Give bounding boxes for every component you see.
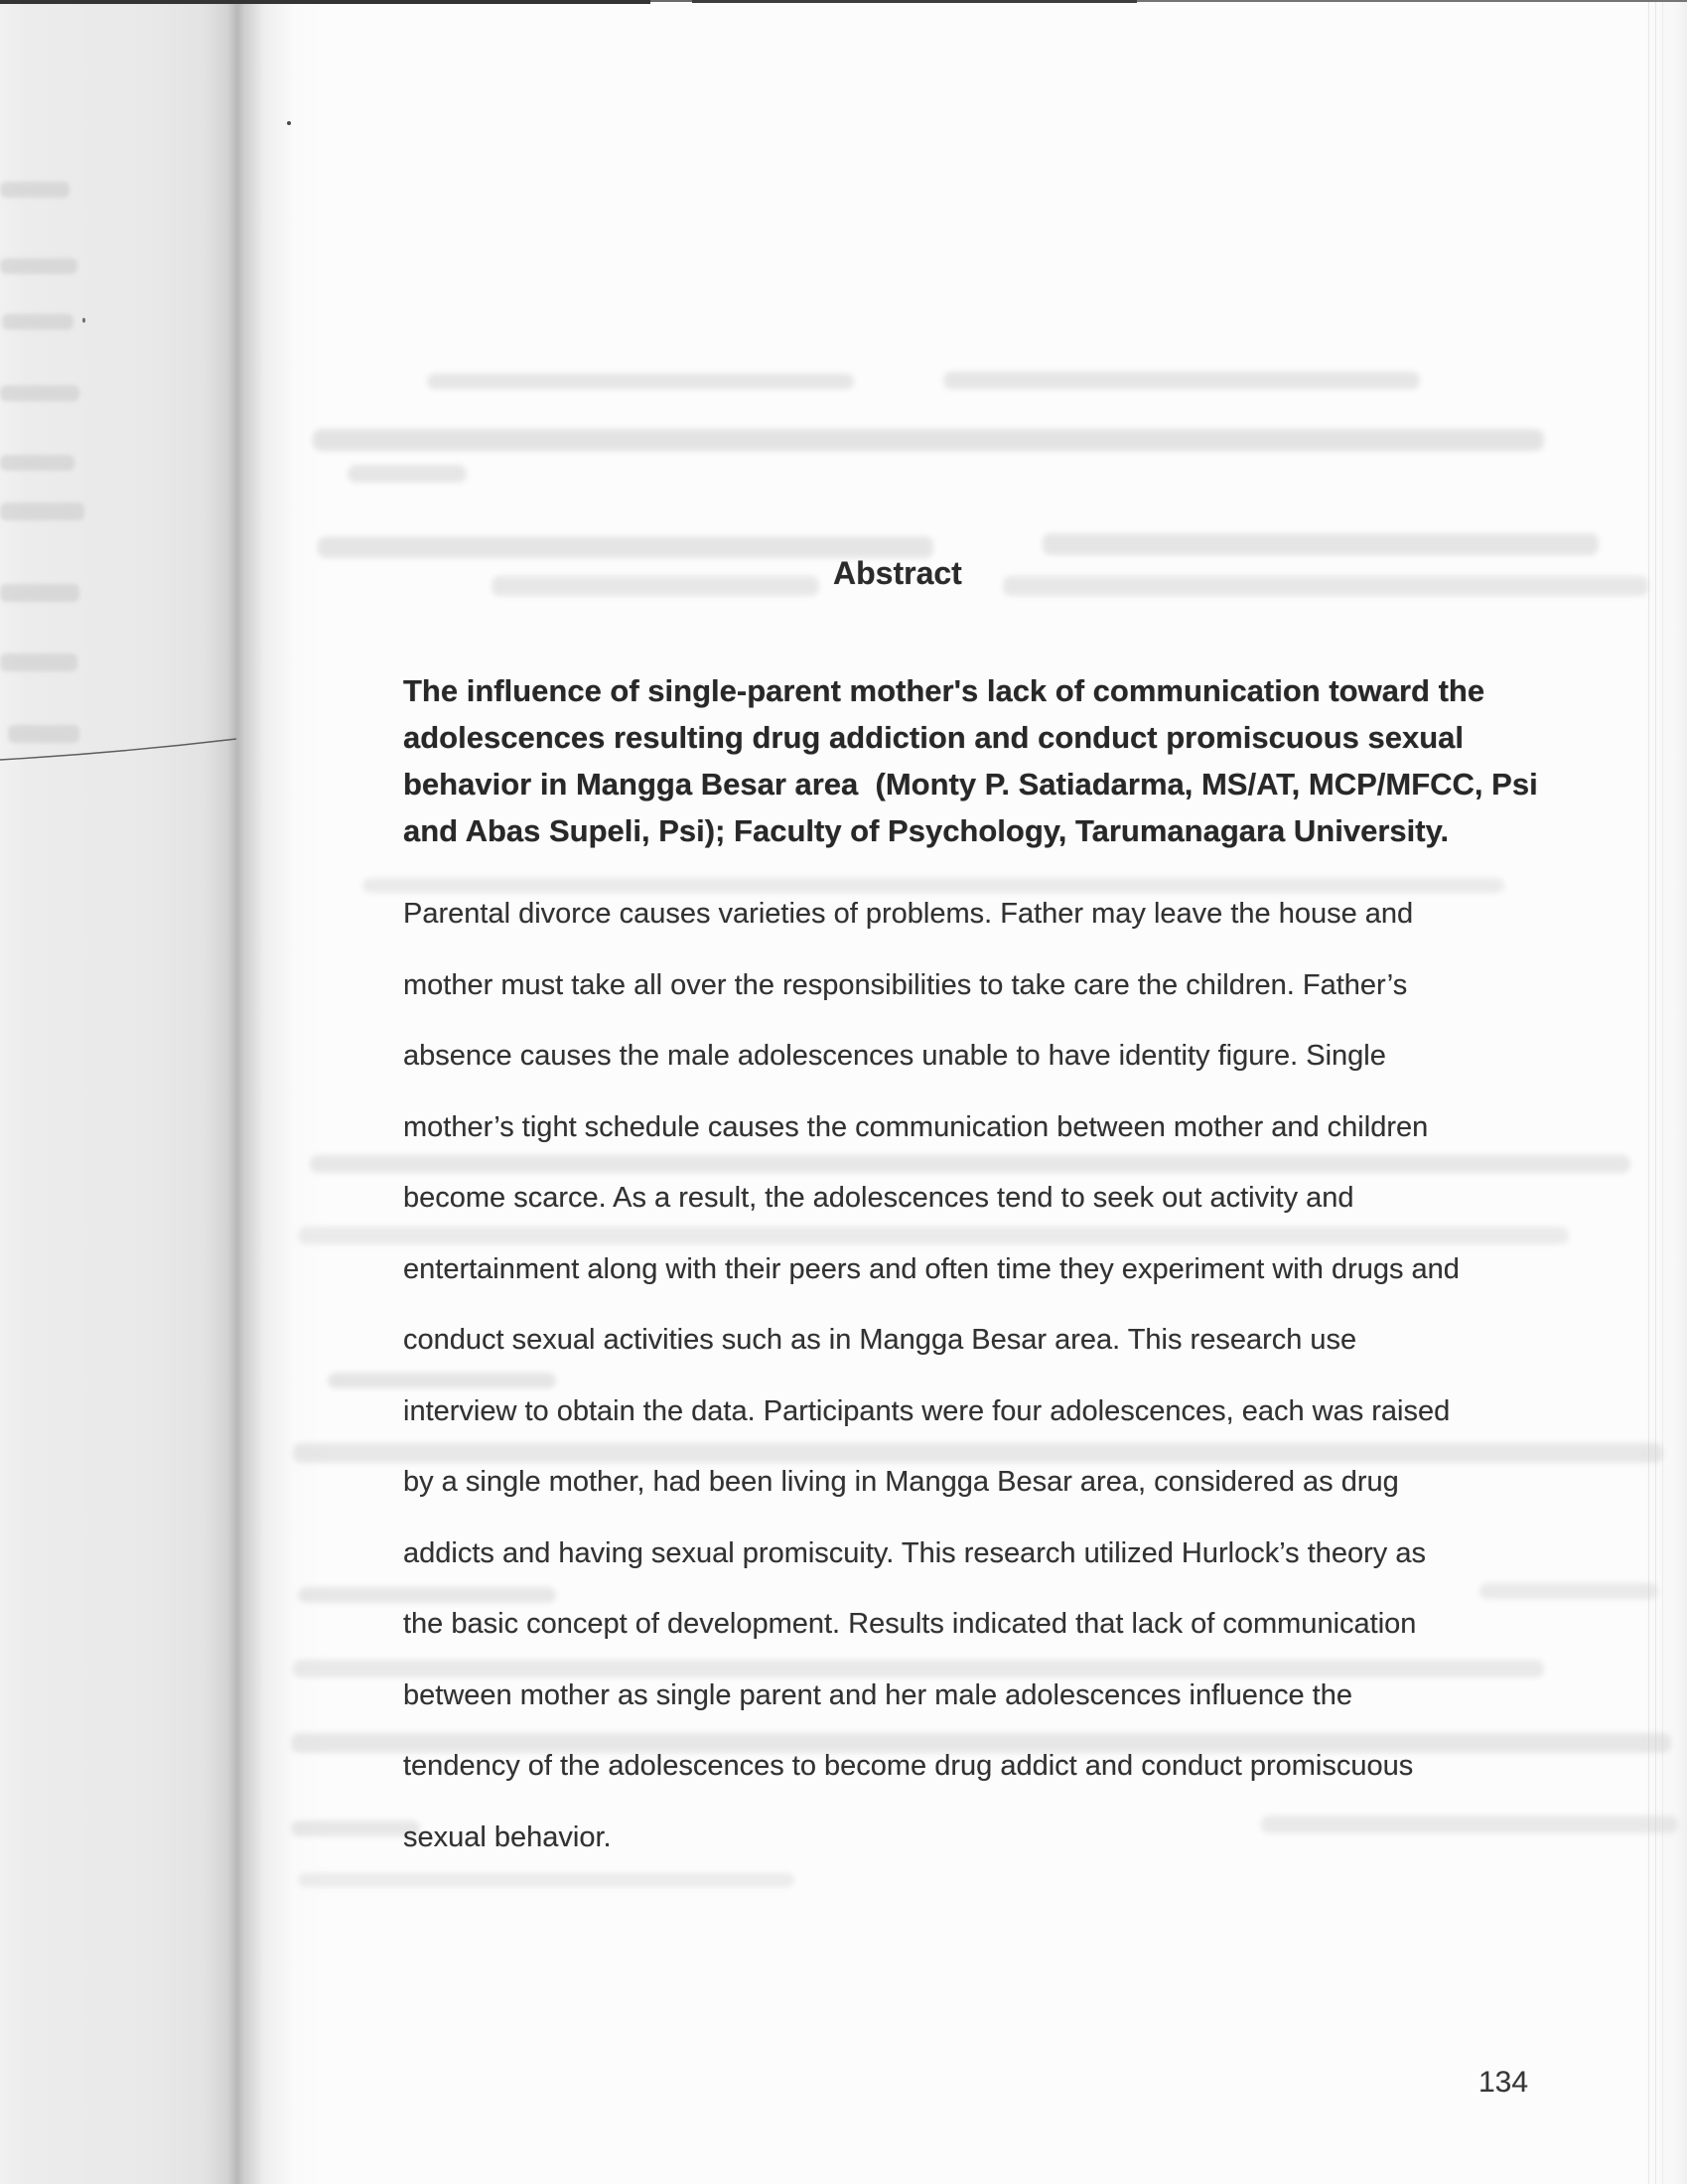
title-line: and Abas Supeli, Psi); Faculty of Psychology, Tarumanagara University. — [403, 813, 1450, 848]
scan-top-edge-segment — [1137, 0, 1687, 2]
body-line: Parental divorce causes varieties of problems. Father may leave the house and — [403, 898, 1414, 930]
body-line: become scarce. As a result, the adolescences tend to seek out activity and — [403, 1182, 1354, 1214]
bleed-through-smudge — [293, 1660, 1544, 1677]
page-edge-hairline — [1655, 0, 1656, 2184]
abstract-heading: Abstract — [833, 555, 962, 591]
bleed-through-smudge — [313, 429, 1544, 451]
bleed-through-ghost — [0, 385, 79, 401]
bleed-through-smudge — [328, 1373, 556, 1388]
body-line: mother must take all over the responsibilities to take care the children. Father’s — [403, 968, 1408, 1001]
body-line: interview to obtain the data. Participants were four adolescences, each was raised — [403, 1394, 1451, 1427]
bleed-through-smudge — [293, 1443, 1663, 1463]
bleed-through-smudge — [348, 465, 467, 483]
page-right-edge-shadow — [1639, 0, 1687, 2184]
bleed-through-smudge — [362, 878, 1504, 893]
body-line: tendency of the adolescences to become drug addict and conduct promiscuous — [403, 1750, 1414, 1782]
bleed-through-smudge — [310, 1155, 1630, 1173]
bleed-through-smudge — [1261, 1816, 1678, 1833]
bleed-through-smudge — [492, 576, 819, 596]
bleed-through-smudge — [291, 1820, 420, 1836]
bleed-through-smudge — [943, 371, 1420, 389]
bleed-through-smudge — [298, 1587, 556, 1603]
bleed-through-smudge — [427, 373, 854, 389]
body-line: the basic concept of development. Results indicated that lack of communication — [403, 1608, 1417, 1640]
body-line: by a single mother, had been living in Mangga Besar area, considered as drug — [403, 1466, 1399, 1498]
scan-speck — [82, 318, 85, 323]
bleed-through-ghost — [0, 654, 77, 671]
bleed-through-smudge — [298, 1227, 1569, 1244]
body-line: sexual behavior. — [403, 1820, 612, 1853]
scan-hairline-mark — [0, 730, 258, 770]
page-edge-hairline — [1648, 0, 1649, 2184]
bleed-through-ghost — [0, 455, 74, 471]
scan-top-edge-segment — [0, 0, 650, 4]
body-line: conduct sexual activities such as in Mangga Besar area. This research use — [403, 1324, 1357, 1356]
bleed-through-ghost — [0, 258, 77, 274]
page-edge-hairline — [1662, 0, 1663, 2184]
bleed-through-smudge — [1043, 533, 1599, 555]
bleed-through-smudge — [298, 1873, 794, 1887]
body-line: entertainment along with their peers and often time they experiment with drugs and — [403, 1252, 1460, 1285]
body-line: mother’s tight schedule causes the communication between mother and children — [403, 1110, 1429, 1143]
body-line: absence causes the male adolescences unable to have identity figure. Single — [403, 1040, 1386, 1072]
bleed-through-smudge — [1479, 1583, 1658, 1599]
bleed-through-ghost — [0, 584, 79, 602]
bleed-through-ghost — [0, 182, 70, 198]
body-line: addicts and having sexual promiscuity. This research utilized Hurlock’s theory as — [403, 1536, 1426, 1569]
title-line: The influence of single-parent mother's lack of communication toward the — [403, 673, 1485, 708]
scan-top-edge-segment — [692, 0, 1137, 3]
title-line: behavior in Mangga Besar area (Monty P. Satiadarma, MS/AT, MCP/MFCC, Psi — [403, 767, 1538, 801]
bleed-through-ghost — [2, 314, 73, 330]
scan-speck — [287, 121, 291, 125]
body-line: between mother as single parent and her male adolescences influence the — [403, 1678, 1352, 1711]
title-line: adolescences resulting drug addiction and conduct promiscuous sexual — [403, 720, 1465, 755]
page-number: 134 — [1478, 2066, 1529, 2099]
bleed-through-ghost — [0, 503, 84, 520]
bleed-through-smudge — [1003, 576, 1648, 596]
